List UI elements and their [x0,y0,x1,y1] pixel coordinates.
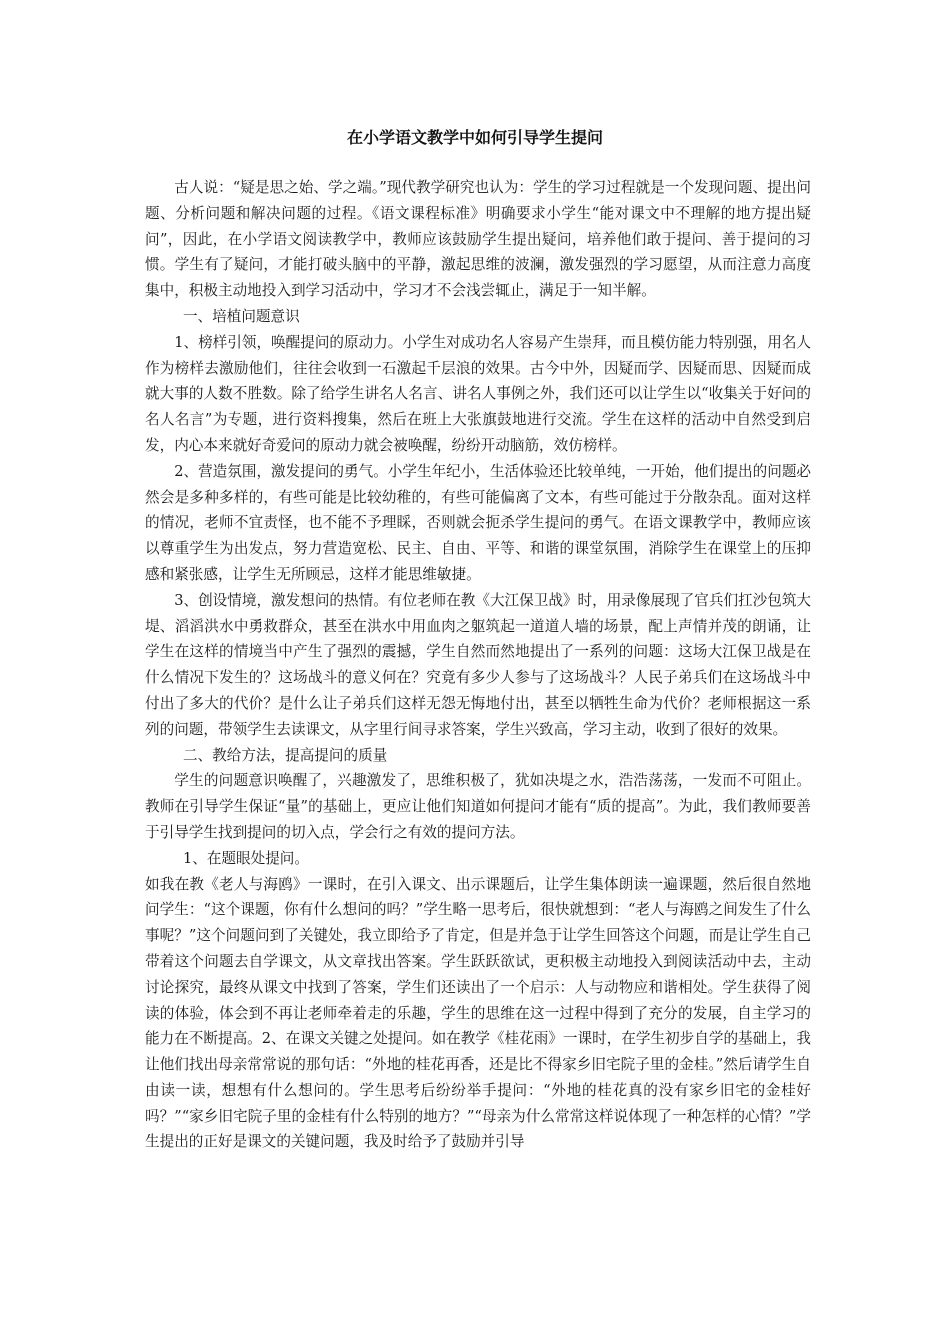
paragraph-1-1: 1、榜样引领，唤醒提问的原动力。小学生对成功名人容易产生崇拜，而且模仿能力特别强，用名人作为榜样去激励他们，往往会收到一石激起千层浪的效果。古今中外，因疑而学、因疑而思、因疑而成就大事的人数不胜数。除了给学生讲名人名言、讲名人事例之外，我们还可以让学生以“收集关于好问的名人名言”为专题，进行资料搜集，然后在班上大张旗鼓地进行交流。学生在这样的活动中自然受到启发，内心本来就好奇爱问的原动力就会被唤醒，纷纷开动脑筋，效仿榜样。 [145,333,812,454]
paragraph-2-intro: 学生的问题意识唤醒了，兴趣激发了，思维积极了，犹如决堤之水，浩浩荡荡，一发而不可阻止。教师在引导学生保证“量”的基础上，更应让他们知道如何提问才能有“质的提高”。为此，我们教师要善于引导学生找到提问的切入点，学会行之有效的提问方法。 [145,772,811,841]
document-body [145,175,811,1155]
section-heading-1: 一、培植问题意识 [182,307,300,325]
subheading-2-1: 1、在题眼处提问。 [182,849,309,867]
document-title: 在小学语文教学中如何引导学生提问 [346,128,603,147]
paragraph-1-3: 3、创设情境，激发想问的热情。有位老师在教《大江保卫战》时，用录像展现了官兵们扛沙包筑大堤、滔滔洪水中勇救群众，甚至在洪水中用血肉之躯筑起一道道人墙的场景，配上声情并茂的朗诵，让学生在这样的情境当中产生了强烈的震撼，学生自然而然地提出了一系列的问题：这场大江保卫战是在什么情况下发生的？这场战斗的意义何在？究竟有多少人参与了这场战斗？人民子弟兵们在这场战斗中付出了多大的代价？是什么让子弟兵们这样无怨无悔地付出，甚至以牺牲生命为代价？老师根据这一系列的问题，带领学生去读课文，从字里行间寻求答案，学生兴致高，学习主动，收到了很好的效果。 [145,591,812,738]
intro-paragraph: 古人说：“疑是思之始、学之端。”现代教学研究也认为：学生的学习过程就是一个发现问题、提出问题、分析问题和解决问题的过程。《语文课程标准》明确要求小学生“能对课文中不理解的地方提出疑问”，因此，在小学语文阅读教学中，教师应该鼓励学生提出疑问，培养他们敢于提问、善于提问的习惯。学生有了疑问，才能打破头脑中的平静，激起思维的波澜，激发强烈的学习愿望，从而注意力高度集中，积极主动地投入到学习活动中，学习才不会浅尝辄止，满足于一知半解。 [145,179,811,300]
paragraph-1-2: 2、营造氛围，激发提问的勇气。小学生年纪小，生活体验还比较单纯，一开始，他们提出的问题必然会是多种多样的，有些可能是比较幼稚的，有些可能偏离了文本，有些可能过于分散杂乱。面对这样的情况，老师不宜责怪，也不能不予理睬，否则就会扼杀学生提问的勇气。在语文课教学中，教师应该以尊重学生为出发点，努力营造宽松、民主、自由、平等、和谐的课堂氛围，消除学生在课堂上的压抑感和紧张感，让学生无所顾忌，这样才能思维敏捷。 [145,462,812,583]
paragraph-2-1: 如我在教《老人与海鸥》一课时，在引入课文、出示课题后，让学生集体朗读一遍课题，然后很自然地问学生：“这个课题，你有什么想问的吗？”学生略一思考后，很快就想到：“老人与海鸥之间发生了什么事呢？”这个问题问到了关键处，我立即给予了肯定，但是并急于让学生回答这个问题，而是让学生自己带着这个问题去自学课文，从文章找出答案。学生跃跃欲试，更积极主动地投入到阅读活动中去，主动讨论探究，最终从课文中找到了答案，学生们还读出了一个启示：人与动物应和谐相处。学生获得了阅读的体验，体会到不再让老师牵着走的乐趣，学生的思维在这一过程中得到了充分的发展，自主学习的能力在不断提高。2、在课文关键之处提问。如在教学《桂花雨》一课时，在学生初步自学的基础上，我让他们找出母亲常常说的那句话：“外地的桂花再香，还是比不得家乡旧宅院子里的金桂。”然后请学生自由读一读，想想有什么想问的。学生思考后纷纷举手提问：“外地的桂花真的没有家乡旧宅的金桂好吗？”“家乡旧宅院子里的金桂有什么特别的地方？”“母亲为什么常常这样说体现了一种怎样的心情？”学生提出的正好是课文的关键问题，我及时给予了鼓励并引导 [145,875,812,1151]
section-heading-2: 二、教给方法，提高提问的质量 [182,746,388,764]
